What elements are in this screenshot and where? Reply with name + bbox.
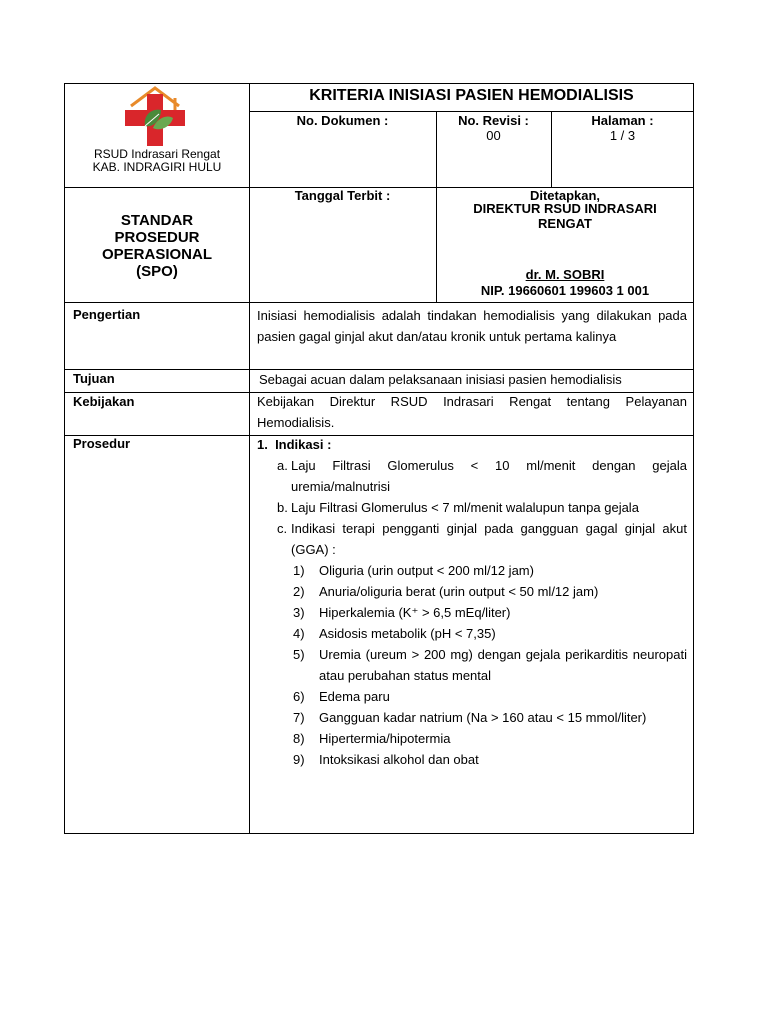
list-item-text: Anuria/oliguria berat (urin output < 50 ml/12 jam) [319, 584, 599, 599]
sub-list-item [257, 623, 687, 644]
list-marker: 2) [293, 584, 305, 599]
list-item-text: Oliguria (urin output < 200 ml/12 jam) [319, 563, 534, 578]
no-dokumen-label: No. Dokumen : [296, 113, 389, 128]
kebijakan-text: Kebijakan Direktur RSUD Indrasari Rengat tentang Pelayanan Hemodialisis. [257, 394, 687, 430]
sub-list-item [257, 581, 687, 602]
ditetapkan-label: Ditetapkan, [529, 188, 601, 203]
list-item [257, 455, 687, 497]
list-item [257, 497, 687, 518]
halaman-label: Halaman : [591, 113, 654, 128]
list-marker: c. [277, 521, 288, 536]
list-item-text: Indikasi terapi pengganti ginjal pada gangguan gagal ginjal akut (GGA) : [291, 521, 687, 557]
list-marker: 4) [293, 626, 305, 641]
signatory-name: dr. M. SOBRI [525, 267, 605, 282]
pengertian-text: Inisiasi hemodialisis adalah tindakan hemodialisis yang dilakukan pada pasien gagal ginjal akut dan/atau kronik untuk pertama kalinya [257, 308, 687, 344]
list-marker: 5) [293, 647, 305, 662]
list-item [257, 518, 687, 560]
list-marker: 8) [293, 731, 305, 746]
list-item-text: Hiperkalemia (K⁺ > 6,5 mEq/liter) [319, 605, 511, 620]
list-marker: 1) [293, 563, 305, 578]
hospital-name: RSUD Indrasari Rengat [93, 147, 221, 161]
tujuan-label: Tujuan [73, 371, 115, 386]
list-item-text: Intoksikasi alkohol dan obat [319, 752, 479, 767]
list-item-text: Edema paru [319, 689, 390, 704]
list-item-text: Uremia (ureum > 200 mg) dengan gejala perikarditis neuropati atau perubahan status mental [319, 647, 687, 683]
prosedur-label: Prosedur [73, 436, 131, 451]
no-revisi-label: No. Revisi : [458, 113, 529, 128]
hospital-logo-cell [65, 84, 249, 187]
sub-list-item [257, 602, 687, 623]
row-divider [65, 302, 694, 303]
halaman-value: 1 / 3 [609, 128, 636, 143]
document-title: KRITERIA INISIASI PASIEN HEMODIALISIS [309, 87, 634, 104]
hospital-logo-icon [123, 84, 187, 150]
spo-title: STANDAR PROSEDUR OPERASIONAL (SPO) [101, 212, 212, 280]
list-marker: 6) [293, 689, 305, 704]
list-marker: 3) [293, 605, 305, 620]
prosedur-content [257, 434, 687, 770]
sub-list-item [257, 749, 687, 770]
spo-document [64, 83, 694, 834]
list-item-text: Laju Filtrasi Glomerulus < 7 ml/menit walalupun tanpa gejala [291, 500, 639, 515]
list-marker: a. [277, 458, 288, 473]
list-item-text: Gangguan kadar natrium (Na > 160 atau < 15 mmol/liter) [319, 710, 647, 725]
list-marker: b. [277, 500, 288, 515]
sub-list-item [257, 686, 687, 707]
sub-list-item [257, 728, 687, 749]
signatory-nip: NIP. 19660601 199603 1 001 [480, 283, 650, 298]
hospital-region: KAB. INDRAGIRI HULU [92, 160, 222, 174]
sub-list-item [257, 560, 687, 581]
kebijakan-label: Kebijakan [73, 394, 135, 409]
list-item-text: Laju Filtrasi Glomerulus < 10 ml/menit dengan gejala uremia/malnutrisi [291, 458, 687, 494]
pengertian-label: Pengertian [73, 307, 141, 322]
ditetapkan-position: DIREKTUR RSUD INDRASARI RENGAT [473, 201, 657, 231]
list-marker: 7) [293, 710, 305, 725]
sub-list-item [257, 707, 687, 728]
list-item-text: Hipertermia/hipotermia [319, 731, 451, 746]
prosedur-heading: 1. Indikasi : [257, 437, 332, 452]
sub-list-item [257, 644, 687, 686]
no-revisi-value: 00 [486, 128, 501, 143]
tanggal-terbit-label: Tanggal Terbit : [294, 188, 391, 203]
tujuan-text: Sebagai acuan dalam pelaksanaan inisiasi pasien hemodialisis [259, 372, 622, 387]
list-marker: 9) [293, 752, 305, 767]
list-item-text: Asidosis metabolik (pH < 7,35) [319, 626, 496, 641]
